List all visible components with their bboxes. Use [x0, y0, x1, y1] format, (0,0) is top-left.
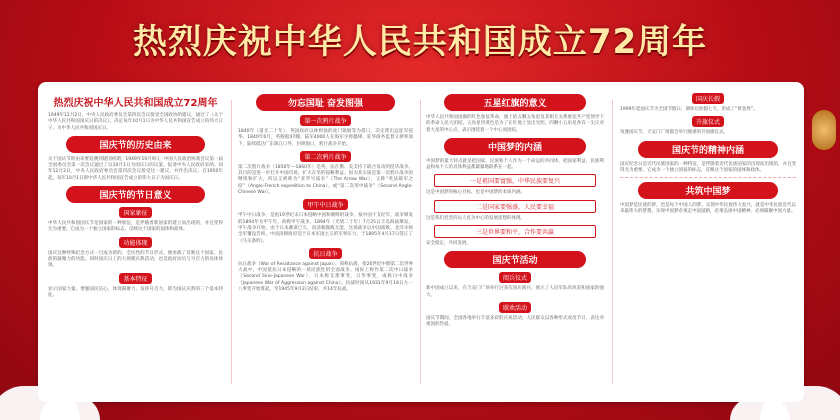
dream-point-2: 二是国家要强盛，人民要幸福: [434, 200, 596, 213]
column-2-heading: 勿忘国耻 奋发图强: [256, 94, 395, 111]
section-history-text: 关于国庆节的由来要追溯到建国初期，1949年10月9日，中国人民政治协商会议第一届全国委员会第一次会议通过了以10月1日为国庆日的议案，报请中央人民政府采纳。同年12月2日，中央人民政府委员会第四次会议接受这一建议，并作出决议，自1950年起，每年10月1日即中华人民共和国宣告成立的伟大日子为国庆日。: [48, 156, 223, 181]
sub-feature-label: 基本特征: [119, 273, 151, 284]
flag-raising-text: 每逢国庆节，天安门广场都会举行隆重的升国旗仪式。: [620, 130, 728, 136]
war4-label: 抗日战争: [309, 248, 341, 259]
content-board: [38, 82, 804, 402]
dream-point-1: 一是祖国要富强，中华民族要复兴: [434, 174, 596, 187]
war4-text: 抗日战争（War of Resistance against Japan），简称抗战，指20世纪中期第二次世界大战中，中国抵抗日本侵略的一场民族性的全面战争。国际上称作第二次中日战争（Second Sino-Japanese War），日本称支那事变、日华事变，或称日中战争（Japanese War of Aggression against China）。抗战时间从1931年9月18日九一八事变开始算起，至1945年9月2日结束，共14年抗战。: [238, 261, 413, 293]
flag-heading: 五星红旗的意义: [444, 94, 586, 111]
war2-label: 第二次鸦片战争: [300, 151, 350, 162]
war3-label: 甲午中日战争: [303, 199, 347, 210]
sub-symbol-label: 国家象征: [119, 207, 151, 218]
dream-point-2-text: 这是我们党坚持以人民为中心的发展思想的体现。: [426, 215, 525, 221]
column-1: [48, 90, 223, 394]
flag-raising-label: 升旗仪式: [692, 116, 724, 127]
lantern-decoration: [812, 110, 836, 150]
page-title: 热烈庆祝中华人民共和国成立72周年: [132, 22, 708, 62]
dream-text: 中国梦的最大特点就是把国家、民族和个人作为一个命运的共同体，把国家利益、民族利益和每个人的具体利益都紧紧地联系在一起。: [426, 158, 604, 171]
cloud-decoration: [730, 398, 790, 420]
intro-text: 1949年12月2日，中央人民政府委员会第四次会议接受全国政协的建议，通过了《关于中华人民共和国国庆日的决议》，决定每年10月1日为中华人民共和国宣告成立的伟大日子，为中华人民共和国国庆日。: [48, 113, 223, 131]
column-divider: [612, 100, 613, 384]
china-dream-text: 中国梦是民族的梦，也是每个中国人的梦。实现中华民族伟大复兴，就是中华民族近代以来最伟大的梦想。实现中国梦必须走中国道路，必须弘扬中国精神，必须凝聚中国力量。: [620, 203, 796, 215]
column-2: [238, 90, 413, 394]
divider: [620, 177, 796, 178]
column-4: [620, 90, 796, 394]
spirit-heading: 国庆节的精神内涵: [638, 141, 778, 158]
column-divider: [231, 100, 232, 384]
war1-text: 1840年（道光二十年），英国政府以林则徐的虎门销烟等为借口，决定派出远征军侵华。1840年6月，英舰船47艘、陆军4000人在海军少将懿律、驻华商务监督义律率领下，陆续抵达广东珠江口外，封锁海口，鸦片战争开始。: [238, 129, 413, 147]
parade-text: 新中国成立以来，在天安门广场举行过多次国庆阅兵，展示了人民军队的风采和国家的强大。: [426, 286, 604, 298]
celebration-text: 国庆节期间，全国各地举行丰富多彩的庆祝活动，人民群众以各种形式欢度节日，表达对祖国的热爱。: [426, 315, 604, 328]
sub-feature-text: 显示国家力量、增强国民信心，体现凝聚力，发挥号召力，即为国庆庆典的三个基本特征。: [48, 286, 223, 298]
activity-heading: 国庆节活动: [444, 251, 586, 268]
sub-function-label: 功能体现: [119, 237, 151, 248]
dream-heading: 中国梦的内涵: [444, 138, 586, 155]
column-3: [426, 90, 604, 394]
china-dream-heading: 共筑中国梦: [638, 182, 778, 199]
war2-text: 第二次鸦片战争（1856年—1860年）是英、法在俄、美支持下联合发动的侵华战争。其目的是进一步打开中国市场，扩大在华的侵略利益。因为其实质是第一次鸦片战争的继续和扩大，所以又被称为“亚罗号战争”（The Arrow War），又称“英法联军之役”（Anglo-French expedition to China），或“第二次英中战争”（Second Anglo-Chinese War）。: [238, 164, 413, 196]
column-divider: [420, 100, 421, 384]
flag-text: 中华人民共和国国旗的红色象征革命，旗上的五颗五角星及其相互关系象征共产党领导下的革命人民大团结。五角星用黄色是为了在红地上显出光明，四颗小五角星各有一尖正对着大星的中心点，表示围绕着一个中心而团结。: [426, 115, 604, 133]
sub-function-text: 国庆这种特殊纪念方式一旦成为新的、全民性的节日形式，便承载了反映这个国家、民族的凝聚力的功能。同时国庆日上的大规模庆典活动，也是政府动员与号召力的具体体现。: [48, 250, 223, 269]
spirit-text: 国庆纪念日是近代民族国家的一种特征，是伴随着近代民族国家的出现而出现的，并且变得尤为重要。它成为一个独立国家的标志，反映这个国家的国体和政体。: [620, 161, 796, 173]
celebration-label: 联欢活动: [499, 302, 531, 313]
column-1-heading: 热烈庆祝中华人民共和国成立72周年: [53, 98, 218, 109]
dream-point-3-text: 安全稳定，共同发展。: [426, 241, 471, 247]
holiday-text: 1999年起国庆节为全国节假日，调休后放假七天，形成了“黄金周”。: [620, 107, 758, 112]
holiday-label: 国庆长假: [692, 93, 724, 104]
section-history-heading: 国庆节的历史由来: [66, 136, 205, 153]
section-meaning-heading: 国庆节的节日意义: [66, 186, 205, 203]
war3-text: 甲午中日战争，是指19世纪末日本侵略中国和朝鲜的战争。按中国干支纪年，战争爆发的1894年为甲午年，故称甲午战争。1894年（光绪二十年）7月25日丰岛海战爆发，甲午战争开始，由于日本蓄谋已久，而清朝腐败无能，这场战争以中国战败、北洋水师全军覆没告终。中国清朝政府迫于日本军国主义的军事压力，于1895年4月17日签订了《马关条约》。: [238, 213, 413, 244]
war1-label: 第一次鸦片战争: [300, 115, 350, 126]
dream-point-3: 三是世界要和平，合作要共赢: [434, 225, 596, 238]
sub-symbol-text: 中华人民共和国国庆节是国家的一种象征，是伴随着新国家的建立而出现的，并且变得尤为重要。它成为一个独立国家的标志，反映这个国家的国体和政体。: [48, 221, 223, 233]
dream-point-1-text: 这是中国梦的核心目标，也是中国梦的本质内涵。: [426, 190, 525, 196]
parade-label: 阅兵仪式: [499, 272, 531, 283]
